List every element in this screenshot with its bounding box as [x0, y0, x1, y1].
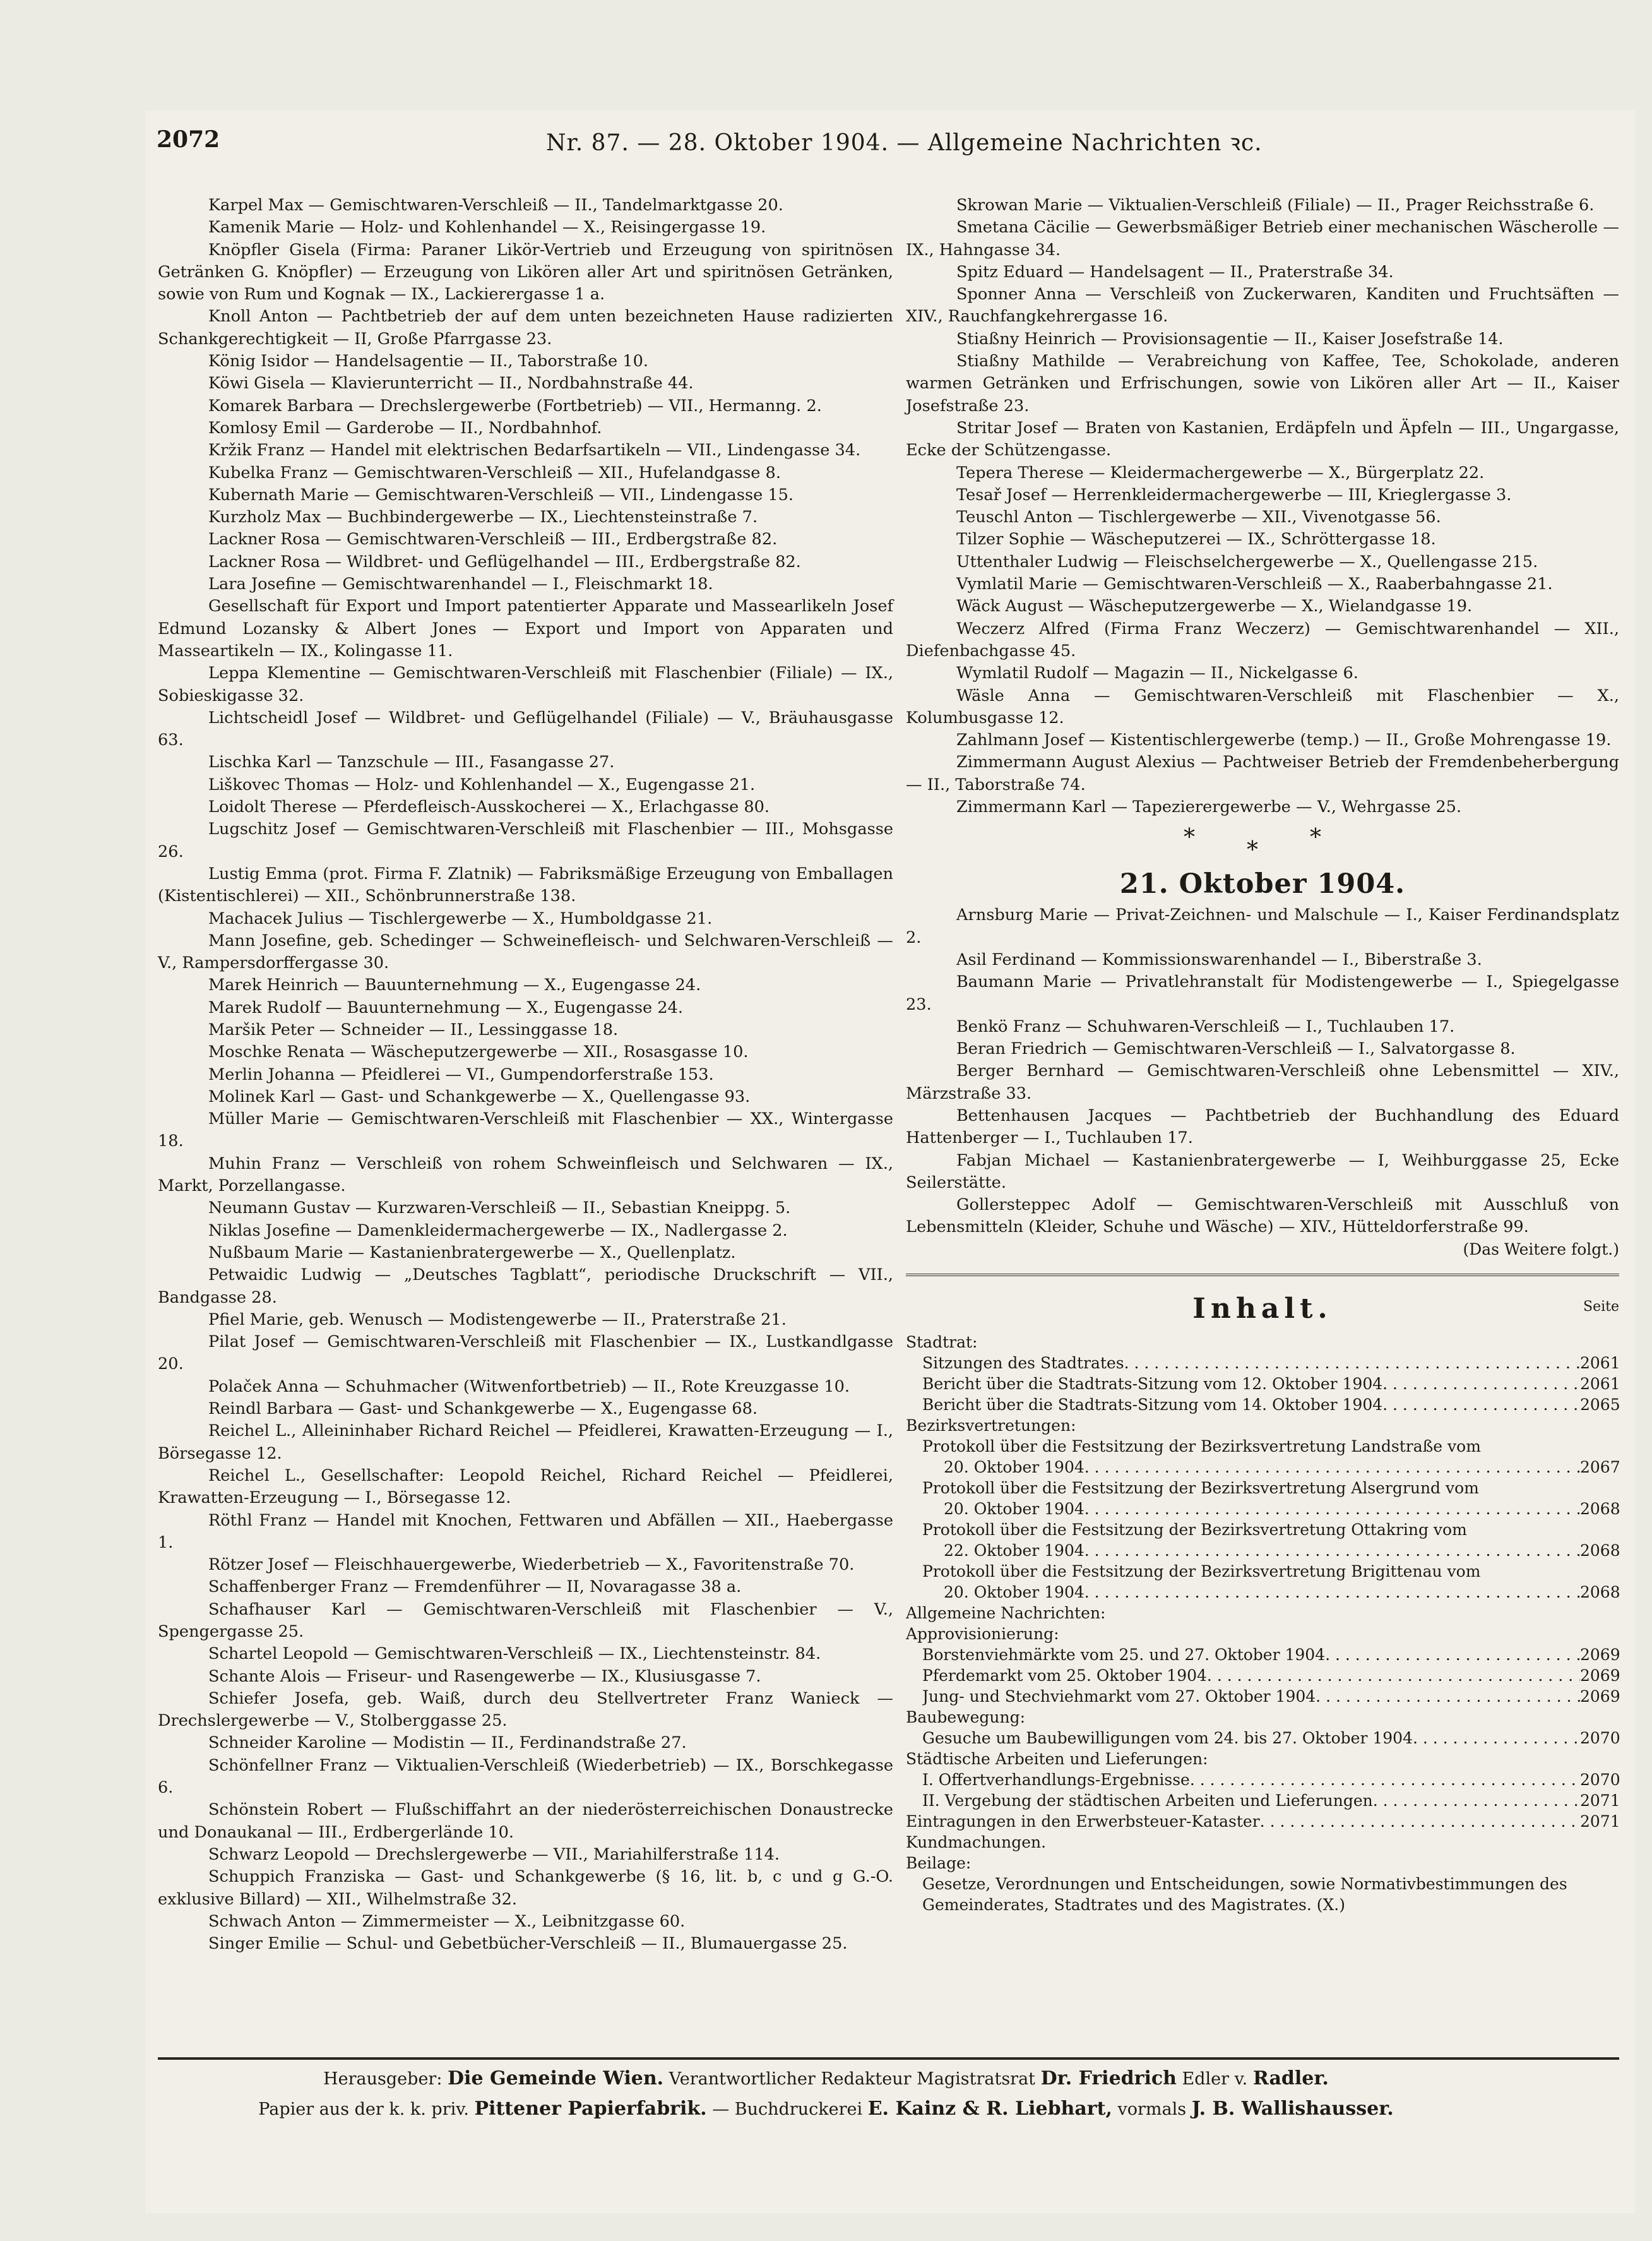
- list-item: Schante Alois — Friseur- und Rasengewerbe — IX., Klusiusgasse 7.: [208, 1666, 761, 1686]
- footer-text: Edler v.: [1182, 2069, 1248, 2089]
- list-item: Petwaidic Ludwig — „Deutsches Tagblatt“, periodische Druckschrift — VII., Bandgasse 28.: [158, 1265, 893, 1307]
- footer-text: — Buchdruckerei: [712, 2100, 863, 2119]
- list-item: Stiaßny Mathilde — Verabreichung von Kaffee, Tee, Schokolade, anderen warmen Getränken und Erfrischungen, sowie von Likören aller Art — II., Kaiser Josefstraße 23.: [906, 352, 1619, 415]
- footer-publisher: Die Gemeinde Wien.: [448, 2067, 664, 2089]
- footer-rule: [158, 2057, 1619, 2060]
- list-item: Schönfellner Franz — Viktualien-Verschleiß (Wiederbetrieb) — IX., Borschkegasse 6.: [158, 1755, 893, 1798]
- toc-dot-leader: [1207, 1665, 1580, 1686]
- toc-dot-leader: [1382, 1394, 1580, 1415]
- list-item: Kubernath Marie — Gemischtwaren-Verschleiß — VII., Lindengasse 15.: [208, 485, 794, 505]
- list-item: König Isidor — Handelsagentie — II., Taborstraße 10.: [208, 352, 649, 371]
- toc-entry-text: Bericht über die Stadtrats-Sitzung vom 14. Oktober 1904: [922, 1395, 1383, 1414]
- list-item: Köwi Gisela — Klavierunterricht — II., Nordbahnstraße 44.: [208, 374, 694, 393]
- footer-text: vormals: [1117, 2100, 1187, 2119]
- list-item: Benkö Franz — Schuhwaren-Verschleiß — I., Tuchlauben 17.: [956, 1017, 1455, 1036]
- list-item: Molinek Karl — Gast- und Schankgewerbe — X., Quellengasse 93.: [208, 1087, 751, 1106]
- list-item: Reichel L., Gesellschafter: Leopold Reichel, Richard Reichel — Pfeidlerei, Krawatten-Erzeugung — I., Börsegasse 12.: [158, 1466, 893, 1508]
- right-column-entries: [906, 194, 1619, 818]
- toc-dot-leader: [1260, 1811, 1580, 1832]
- footer-text: Papier aus der k. k. priv.: [258, 2100, 469, 2119]
- list-item: Stritar Josef — Braten von Kastanien, Erdäpfeln und Äpfeln — III., Ungargasse, Ecke der Schützengasse.: [906, 418, 1619, 460]
- list-item: Kurzholz Max — Buchbindergewerbe — IX., Liechtensteinstraße 7.: [208, 508, 758, 527]
- list-item: Stiaßny Heinrich — Provisionsagentie — II., Kaiser Josefstraße 14.: [956, 329, 1504, 349]
- toc-dot-leader: [1382, 1373, 1580, 1394]
- footer-text: Herausgeber:: [323, 2069, 443, 2089]
- toc-dot-leader: [1373, 1790, 1580, 1811]
- list-item: Nußbaum Marie — Kastanienbratergewerbe — X., Quellenplatz.: [208, 1243, 736, 1262]
- section-rule: [906, 1274, 1619, 1276]
- list-item: Beran Friedrich — Gemischtwaren-Verschleiß — I., Salvatorgasse 8.: [956, 1039, 1516, 1059]
- toc-row: [906, 1623, 1619, 1644]
- toc-row: [906, 1519, 1619, 1540]
- toc-row: [906, 1707, 1619, 1728]
- toc-entry-text: Jung- und Stechviehmarkt vom 27. Oktober 1904: [922, 1687, 1316, 1706]
- toc-dot-leader: [1084, 1498, 1580, 1519]
- list-item: Pilat Josef — Gemischtwaren-Verschleiß mit Flaschenbier — IX., Lustkandlgasse 20.: [158, 1332, 893, 1374]
- toc-row: [906, 1790, 1619, 1811]
- toc-title: Inhalt.: [1192, 1292, 1333, 1325]
- list-item: Müller Marie — Gemischtwaren-Verschleiß mit Flaschenbier — XX., Wintergasse 18.: [158, 1109, 893, 1151]
- toc-page-number: 2068: [1580, 1541, 1620, 1560]
- toc-seite-label: Seite: [1583, 1298, 1619, 1315]
- list-item: Tilzer Sophie — Wäscheputzerei — IX., Schröttergasse 18.: [956, 530, 1436, 549]
- list-item: Schneider Karoline — Modistin — II., Ferdinandstraße 27.: [208, 1733, 687, 1753]
- toc-row: [906, 1811, 1619, 1832]
- toc-row: [906, 1478, 1619, 1498]
- list-item: Marek Rudolf — Bauunternehmung — X., Eugengasse 24.: [208, 998, 684, 1017]
- list-item: Lichtscheidl Josef — Wildbret- und Geflügelhandel (Filiale) — V., Bräuhausgasse 63.: [158, 708, 893, 750]
- list-item: Reichel L., Alleininhaber Richard Reichel — Pfeidlerei, Krawatten-Erzeugung — I., Börsegasse 12.: [158, 1421, 893, 1463]
- toc-entry-text: Gesuche um Baubewilligungen vom 24. bis 27. Oktober 1904: [922, 1728, 1413, 1747]
- list-item: Gesellschaft für Export und Import patentierter Apparate und Massearlikeln Josef Edmund Lozansky & Albert Jones — Export und Import von Apparaten und Masseartikeln — IX., Kolingasse 11.: [158, 597, 893, 660]
- list-item: Mann Josefine, geb. Schedinger — Schweinefleisch- und Selchwaren-Verschleiß — V., Rampersdorffergasse 30.: [158, 931, 893, 973]
- toc-dot-leader: [1325, 1644, 1580, 1665]
- list-item: Machacek Julius — Tischlergewerbe — X., Humboldgasse 21.: [208, 909, 713, 928]
- toc-entry-text: Protokoll über die Festsitzung der Bezirksvertretung Alsergrund vom: [922, 1478, 1479, 1497]
- list-item: Fabjan Michael — Kastanienbratergewerbe — I, Weihburggasse 25, Ecke Seilerstätte.: [906, 1150, 1619, 1192]
- list-item: Merlin Johanna — Pfeidlerei — VI., Gumpendorferstraße 153.: [208, 1065, 714, 1084]
- list-item: Sponner Anna — Verschleiß von Zuckerwaren, Kanditen und Fruchtsäften — XIV., Rauchfangkehrergasse 16.: [906, 285, 1619, 326]
- list-item: Gollersteppec Adolf — Gemischtwaren-Verschleiß mit Ausschluß von Lebensmitteln (Kleider, Schuhe und Wäsche) — XIV., Hütteldorferstraße 99.: [906, 1195, 1619, 1237]
- list-item: Zimmermann August Alexius — Pachtweiser Betrieb der Fremdenbeherbergung — II., Taborstraße 74.: [906, 753, 1619, 794]
- list-item: Knoll Anton — Pachtbetrieb der auf dem unten bezeichneten Hause radizierten Schankgerechtigkeit — II, Große Pfarrgasse 23.: [158, 307, 893, 349]
- list-item: Wäsle Anna — Gemischtwaren-Verschleiß mit Flaschenbier — X., Kolumbusgasse 12.: [906, 686, 1619, 727]
- list-item: Kubelka Franz — Gemischtwaren-Verschleiß — XII., Hufelandgasse 8.: [208, 463, 781, 482]
- toc-row: [906, 1644, 1619, 1665]
- footer-printer: E. Kainz & R. Liebhart,: [867, 2098, 1112, 2120]
- toc-row: [906, 1748, 1619, 1769]
- list-item: Asil Ferdinand — Kommissionswarenhandel — I., Biberstraße 3.: [956, 950, 1482, 969]
- toc-page-number: 2068: [1580, 1499, 1620, 1518]
- toc-page-number: 2071: [1580, 1812, 1620, 1831]
- list-item: Moschke Renata — Wäscheputzergewerbe — XII., Rosasgasse 10.: [208, 1043, 749, 1062]
- toc-row: [906, 1603, 1619, 1623]
- list-item: Tepera Therese — Kleidermachergewerbe — X., Bürgerplatz 22.: [956, 463, 1485, 482]
- toc-dot-leader: [1413, 1728, 1580, 1748]
- list-item: Loidolt Therese — Pferdefleisch-Ausskocherei — X., Erlachgasse 80.: [208, 798, 770, 817]
- toc-entry-text: 20. Oktober 1904: [944, 1499, 1084, 1518]
- toc-row: [906, 1373, 1619, 1394]
- list-item: Weczerz Alfred (Firma Franz Weczerz) — Gemischtwarenhandel — XII., Diefenbachgasse 45.: [906, 619, 1619, 660]
- list-item: Maršik Peter — Schneider — II., Lessinggasse 18.: [208, 1020, 619, 1039]
- list-item: Kamenik Marie — Holz- und Kohlenhandel — X., Reisingergasse 19.: [208, 218, 766, 237]
- toc-row: [906, 1582, 1619, 1603]
- toc-row: [906, 1436, 1619, 1457]
- toc-entry-text: Eintragungen in den Erwerbsteuer-Kataster: [906, 1812, 1260, 1831]
- list-item: Karpel Max — Gemischtwaren-Verschleiß — II., Tandelmarktgasse 20.: [208, 196, 783, 215]
- toc-dot-leader: [1084, 1457, 1580, 1478]
- list-item: Kržik Franz — Handel mit elektrischen Bedarfsartikeln — VII., Lindengasse 34.: [208, 441, 861, 460]
- toc-entry-text: Protokoll über die Festsitzung der Bezirksvertretung Brigittenau vom: [922, 1562, 1481, 1581]
- list-item: Lischka Karl — Tanzschule — III., Fasangasse 27.: [208, 753, 615, 772]
- toc-entry-text: Pferdemarkt vom 25. Oktober 1904: [922, 1666, 1207, 1685]
- toc-page-number: 2070: [1580, 1770, 1620, 1789]
- list-item: Bettenhausen Jacques — Pachtbetrieb der Buchhandlung des Eduard Hattenberger — I., Tuchlauben 17.: [906, 1106, 1619, 1148]
- list-item: Singer Emilie — Schul- und Gebetbücher-Verschleiß — II., Blumauergasse 25.: [208, 1934, 848, 1954]
- toc-entry-text: Kundmachungen.: [906, 1832, 1047, 1851]
- toc-page-number: 2071: [1580, 1791, 1620, 1810]
- section-divider-stars: [906, 818, 1619, 864]
- toc-entry-text: Allgemeine Nachrichten:: [906, 1603, 1106, 1622]
- list-item: Vymlatil Marie — Gemischtwaren-Verschleiß — X., Raaberbahngasse 21.: [956, 575, 1553, 594]
- list-item: Schuppich Franziska — Gast- und Schankgewerbe (§ 16, lit. b, c und g G.-O. exklusive Billard) — XII., Wilhelmstraße 32.: [158, 1867, 893, 1909]
- left-column: [158, 194, 893, 1955]
- list-item: Schaffenberger Franz — Fremdenführer — II, Novaragasse 38 a.: [208, 1577, 742, 1597]
- footer-paper-mill: Pittener Papierfabrik.: [474, 2098, 707, 2120]
- list-item: Polaček Anna — Schuhmacher (Witwenfortbetrieb) — II., Rote Kreuzgasse 10.: [208, 1377, 850, 1396]
- star: *: [1310, 825, 1321, 851]
- star: *: [1247, 837, 1258, 864]
- list-item: Schartel Leopold — Gemischtwaren-Verschleiß — IX., Liechtensteinstr. 84.: [208, 1644, 821, 1664]
- list-item: Teuschl Anton — Tischlergewerbe — XII., Vivenotgasse 56.: [956, 508, 1441, 527]
- list-item: Zimmermann Karl — Tapezierergewerbe — V., Wehrgasse 25.: [956, 798, 1462, 817]
- right-column-entries-2: [906, 904, 1619, 1238]
- toc-header: [906, 1288, 1619, 1332]
- list-item: Niklas Josefine — Damenkleidermachergewerbe — IX., Nadlergasse 2.: [208, 1221, 788, 1240]
- list-item: Marek Heinrich — Bauunternehmung — X., Eugengasse 24.: [208, 976, 701, 995]
- toc-entry-text: 20. Oktober 1904: [944, 1582, 1084, 1601]
- list-item: Schönstein Robert — Flußschiffahrt an der niederösterreichischen Donaustrecke und Donaukanal — III., Erdbergerlände 10.: [158, 1800, 893, 1842]
- toc-page-number: 2061: [1580, 1353, 1620, 1372]
- toc-entry-text: Städtische Arbeiten und Lieferungen:: [906, 1749, 1208, 1768]
- toc-entry-text: Borstenviehmärkte vom 25. und 27. Oktober 1904: [922, 1645, 1326, 1664]
- toc-dot-leader: [1190, 1769, 1580, 1790]
- toc-dot-leader: [1084, 1540, 1580, 1561]
- running-title: Nr. 87. — 28. Oktober 1904. — Allgemeine Nachrichten ꝛc.: [546, 130, 1263, 156]
- toc-row: [906, 1665, 1619, 1686]
- toc-entry-text: II. Vergebung der städtischen Arbeiten und Lieferungen: [922, 1791, 1373, 1810]
- list-item: Wäck August — Wäscheputzergewerbe — X., Wielandgasse 19.: [956, 597, 1473, 616]
- toc-entry-text: Beilage:: [906, 1853, 972, 1872]
- footer-editor-name: Radler.: [1252, 2067, 1329, 2089]
- toc-page-number: 2065: [1580, 1395, 1620, 1414]
- list-item: Leppa Klementine — Gemischtwaren-Verschleiß mit Flaschenbier (Filiale) — IX., Sobieskigasse 32.: [158, 664, 893, 705]
- toc-row: [906, 1498, 1619, 1519]
- list-item: Wymlatil Rudolf — Magazin — II., Nickelgasse 6.: [956, 664, 1358, 683]
- toc-row: [906, 1332, 1619, 1353]
- list-item: Lara Josefine — Gemischtwarenhandel — I., Fleischmarkt 18.: [208, 575, 713, 594]
- toc-entry-text: Bericht über die Stadtrats-Sitzung vom 12. Oktober 1904: [922, 1374, 1383, 1393]
- list-item: Lackner Rosa — Wildbret- und Geflügelhandel — III., Erdbergstraße 82.: [208, 552, 801, 571]
- toc-row: [906, 1728, 1619, 1748]
- footer-printer-former: J. B. Wallishausser.: [1191, 2098, 1394, 2120]
- page-number: 2072: [157, 126, 220, 153]
- toc-page-number: 2068: [1580, 1582, 1620, 1601]
- toc-dot-leader: [1316, 1686, 1580, 1707]
- footer-editor: Dr. Friedrich: [1040, 2067, 1177, 2089]
- list-item: Schwarz Leopold — Drechslergewerbe — VII., Mariahilferstraße 114.: [208, 1844, 780, 1864]
- star: *: [1184, 825, 1195, 851]
- toc-row: [906, 1540, 1619, 1561]
- list-item: Tesař Josef — Herrenkleidermachergewerbe — III, Krieglergasse 3.: [956, 485, 1512, 505]
- toc-entry-text: Baubewegung:: [906, 1707, 1026, 1726]
- toc-row: [906, 1853, 1619, 1873]
- list-item: Schiefer Josefa, geb. Waiß, durch deu Stellvertreter Franz Wanieck — Drechslergewerbe — V., Stolberggasse 25.: [158, 1688, 893, 1731]
- list-item: Komlosy Emil — Garderobe — II., Nordbahnhof.: [208, 418, 602, 438]
- toc-dot-leader: [1084, 1582, 1580, 1603]
- list-item: Schafhauser Karl — Gemischtwaren-Verschleiß mit Flaschenbier — V., Spengergasse 25.: [158, 1599, 893, 1641]
- list-item: Skrowan Marie — Viktualien-Verschleiß (Filiale) — II., Prager Reichsstraße 6.: [956, 196, 1595, 215]
- list-item: Neumann Gustav — Kurzwaren-Verschleiß — II., Sebastian Kneippg. 5.: [208, 1198, 791, 1218]
- toc-row: [906, 1832, 1619, 1853]
- toc-page-number: 2061: [1580, 1374, 1620, 1393]
- toc-page-number: 2070: [1580, 1728, 1620, 1747]
- list-item: Spitz Eduard — Handelsagent — II., Praterstraße 34.: [956, 262, 1394, 282]
- list-item: Lugschitz Josef — Gemischtwaren-Verschleiß mit Flaschenbier — III., Mohsgasse 26.: [158, 820, 893, 861]
- toc-row: [906, 1415, 1619, 1436]
- list-item: Pfiel Marie, geb. Wenusch — Modistengewerbe — II., Praterstraße 21.: [208, 1310, 787, 1329]
- toc-page-number: 2067: [1580, 1457, 1620, 1476]
- toc-dot-leader: [1124, 1353, 1580, 1373]
- list-item: Komarek Barbara — Drechslergewerbe (Fortbetrieb) — VII., Hermanng. 2.: [208, 396, 822, 415]
- list-item: Lackner Rosa — Gemischtwaren-Verschleiß — III., Erdbergstraße 82.: [208, 530, 778, 549]
- list-item: Smetana Cäcilie — Gewerbsmäßiger Betrieb einer mechanischen Wäscherolle — IX., Hahngasse 34.: [906, 218, 1619, 260]
- list-item: Berger Bernhard — Gemischtwaren-Verschleiß ohne Lebensmittel — XIV., Märzstraße 33.: [906, 1061, 1619, 1103]
- toc-row: [906, 1394, 1619, 1415]
- toc-entry-text: Bezirksvertretungen:: [906, 1416, 1076, 1435]
- toc-entry-text: Stadtrat:: [906, 1332, 978, 1351]
- list-item: Zahlmann Josef — Kistentischlergewerbe (temp.) — II., Große Mohrengasse 19.: [956, 731, 1612, 750]
- toc-entry-text: Approvisionierung:: [906, 1624, 1059, 1643]
- toc-entry-text: Protokoll über die Festsitzung der Bezirksvertretung Landstraße vom: [922, 1437, 1481, 1455]
- footer-text: Verantwortlicher Redakteur Magistratsrat: [669, 2069, 1036, 2089]
- toc-row: [906, 1353, 1619, 1373]
- toc-page-number: 2069: [1580, 1687, 1620, 1706]
- footer-publisher-line: [0, 2064, 1652, 2095]
- toc-entry-text: Sitzungen des Stadtrates: [922, 1353, 1124, 1372]
- list-item: Schwach Anton — Zimmermeister — X., Leibnitzgasse 60.: [208, 1911, 686, 1931]
- list-item: Baumann Marie — Privatlehranstalt für Modistengewerbe — I., Spiegelgasse 23.: [906, 972, 1619, 1014]
- list-item: Röthl Franz — Handel mit Knochen, Fettwaren und Abfällen — XII., Haebergasse 1.: [158, 1510, 893, 1552]
- toc-row: [906, 1561, 1619, 1582]
- list-item: Arnsburg Marie — Privat-Zeichnen- und Malschule — I., Kaiser Ferdinandsplatz 2.: [906, 905, 1619, 947]
- continued-note: (Das Weitere folgt.): [1463, 1240, 1619, 1258]
- table-of-contents: [906, 1332, 1619, 1873]
- list-item: Rötzer Josef — Fleischhauergewerbe, Wiederbetrieb — X., Favoritenstraße 70.: [208, 1555, 855, 1575]
- list-item: Knöpfler Gisela (Firma: Paraner Likör-Vertrieb und Erzeugung von spiritnösen Getränken G. Knöpfler) — Erzeugung von Likören aller Art und spiritnösen Getränken, sowie von Rum und Kognak — IX., Lackierergasse 1 a.: [158, 240, 893, 304]
- toc-entry-text: 20. Oktober 1904: [944, 1457, 1084, 1476]
- list-item: Lustig Emma (prot. Firma F. Zlatnik) — Fabriksmäßige Erzeugung von Emballagen (Kistentischlerei) — XII., Schönbrunnerstraße 138.: [158, 864, 893, 906]
- section-date-heading: 21. Oktober 1904.: [1119, 868, 1406, 900]
- toc-entry-text: I. Offertverhandlungs-Ergebnisse: [922, 1770, 1190, 1789]
- toc-page-number: 2069: [1580, 1666, 1620, 1685]
- right-column: [906, 194, 1619, 1915]
- toc-beilage-text: Gesetze, Verordnungen und Entscheidungen, sowie Normativbestimmungen des Gemeinderates, Stadtrates und des Magistrates. (X.): [922, 1874, 1567, 1914]
- list-item: Liškovec Thomas — Holz- und Kohlenhandel — X., Eugengasse 21.: [208, 775, 756, 794]
- list-item: Reindl Barbara — Gast- und Schankgewerbe — X., Eugengasse 68.: [208, 1399, 758, 1419]
- footer-printer-line: [0, 2094, 1652, 2125]
- toc-entry-text: Protokoll über die Festsitzung der Bezirksvertretung Ottakring vom: [922, 1520, 1467, 1539]
- toc-row: [906, 1686, 1619, 1707]
- list-item: Muhin Franz — Verschleiß von rohem Schweinfleisch und Selchwaren — IX., Markt, Porzellangasse.: [158, 1154, 893, 1196]
- toc-row: [906, 1457, 1619, 1478]
- toc-row: [906, 1769, 1619, 1790]
- toc-entry-text: 22. Oktober 1904: [944, 1541, 1084, 1560]
- toc-page-number: 2069: [1580, 1645, 1620, 1664]
- list-item: Uttenthaler Ludwig — Fleischselchergewerbe — X., Quellengasse 215.: [956, 552, 1538, 571]
